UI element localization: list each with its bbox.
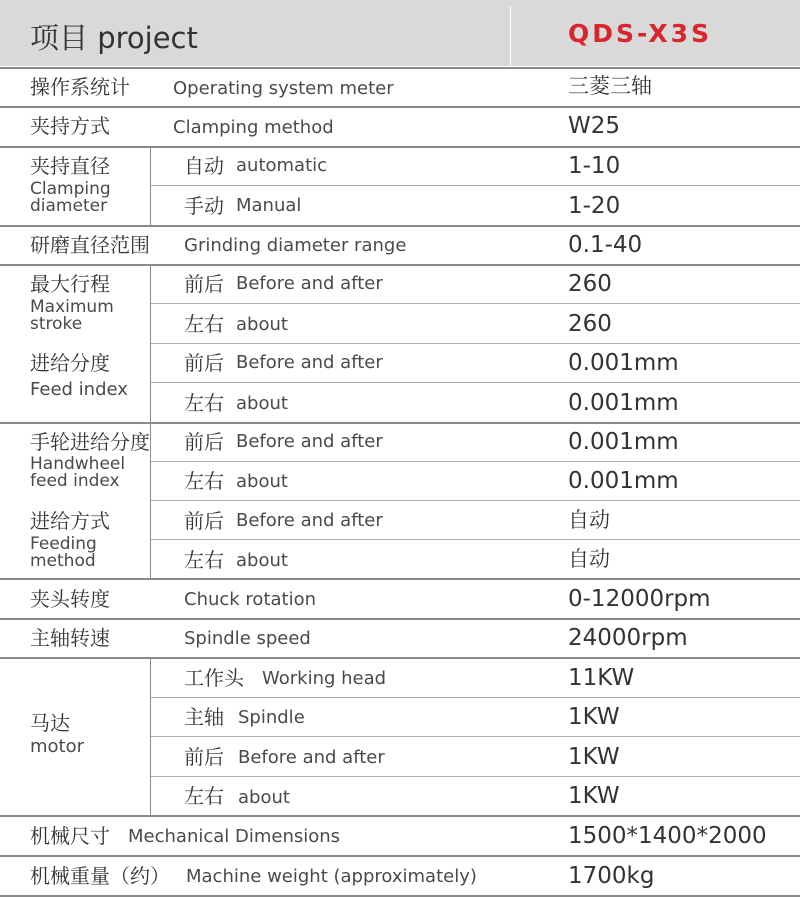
label-cn: 主轴转速 — [30, 626, 110, 650]
label-cn: 夹头转度 — [30, 587, 110, 611]
label-en: Machine weight (approximately) — [186, 866, 477, 887]
group-divider — [150, 422, 151, 578]
group-label-cn: 夹持直径 — [30, 154, 110, 178]
sub-label-en: Spindle — [238, 707, 305, 728]
label-cn: 研磨直径范围 — [30, 233, 150, 257]
sub-row-divider — [150, 382, 800, 383]
row-divider — [0, 106, 800, 108]
sub-row-divider — [150, 343, 800, 344]
group-divider — [150, 264, 151, 422]
value-spindle-speed: 24000rpm — [568, 625, 688, 651]
row-divider — [0, 618, 800, 620]
value-dimensions: 1500*1400*2000 — [568, 823, 767, 849]
row-divider — [0, 855, 800, 857]
group-divider — [150, 146, 151, 225]
header-title: 项目 project — [30, 21, 198, 55]
value-clamp-manual: 1-20 — [568, 193, 621, 219]
sub-label-en: automatic — [236, 155, 328, 176]
value-feed-fb: 0.001mm — [568, 350, 679, 376]
sub-label-cn: 工作头 — [184, 666, 244, 690]
sub-label-en: Working head — [262, 668, 387, 689]
label-cn: 夹持方式 — [30, 114, 110, 138]
group-label-cn: 进给方式 — [30, 509, 110, 533]
sub-row-divider — [150, 697, 800, 698]
row-divider — [0, 578, 800, 580]
value-motor-fb: 1KW — [568, 744, 620, 770]
header-divider — [510, 6, 511, 66]
group-label-en: Maximum — [30, 297, 114, 317]
sub-label-cn: 主轴 — [184, 705, 224, 729]
row-divider — [0, 815, 800, 817]
sub-label-en: Before and after — [236, 510, 383, 531]
sub-label-en: about — [236, 314, 288, 335]
sub-row-divider — [150, 736, 800, 737]
value-clamping-method: W25 — [568, 113, 621, 139]
row-divider — [0, 422, 800, 424]
value-feed-lr: 0.001mm — [568, 390, 679, 416]
value-chuck-rotation: 0-12000rpm — [568, 586, 711, 612]
sub-row-divider — [150, 185, 800, 186]
group-label-en: Feeding — [30, 534, 97, 554]
label-en: Clamping method — [173, 117, 334, 138]
row-divider — [0, 264, 800, 266]
sub-label-cn: 自动 — [184, 154, 224, 178]
label-en: Spindle speed — [184, 628, 311, 649]
sub-label-cn: 前后 — [184, 745, 224, 769]
sub-label-en: about — [236, 471, 288, 492]
value-stroke-lr: 260 — [568, 311, 612, 337]
sub-label-en: Before and after — [238, 747, 385, 768]
row-divider — [0, 225, 800, 227]
value-handwheel-fb: 0.001mm — [568, 429, 679, 455]
group-divider — [150, 657, 151, 815]
group-label-en: method — [30, 551, 96, 571]
label-en: Grinding diameter range — [184, 235, 407, 256]
value-grinding-range: 0.1-40 — [568, 232, 643, 258]
label-cn: 操作系统计 — [30, 75, 130, 99]
sub-label-cn: 左右 — [184, 469, 224, 493]
row-divider — [0, 895, 800, 897]
sub-label-en: about — [236, 550, 288, 571]
sub-label-cn: 前后 — [184, 509, 224, 533]
value-operating-system: 三菱三轴 — [568, 74, 652, 98]
label-en: Chuck rotation — [184, 589, 317, 610]
group-label-en: diameter — [30, 196, 108, 216]
group-label-cn: 进给分度 — [30, 351, 110, 375]
sub-label-en: Before and after — [236, 352, 383, 373]
group-label-cn: 手轮进给分度 — [30, 430, 150, 454]
group-label-en: feed index — [30, 471, 120, 491]
sub-label-cn: 左右 — [184, 312, 224, 336]
sub-row-divider — [150, 303, 800, 304]
table-header — [0, 0, 800, 66]
sub-label-cn: 手动 — [184, 194, 224, 218]
value-weight: 1700kg — [568, 863, 655, 889]
sub-row-divider — [150, 539, 800, 540]
sub-label-cn: 左右 — [184, 391, 224, 415]
sub-row-divider — [150, 461, 800, 462]
sub-row-divider — [150, 776, 800, 777]
value-motor-spindle: 1KW — [568, 704, 620, 730]
sub-label-cn: 前后 — [184, 430, 224, 454]
group-label-cn: 马达 — [30, 711, 70, 735]
sub-label-en: Manual — [236, 195, 302, 216]
sub-label-en: about — [238, 787, 290, 808]
value-clamp-auto: 1-10 — [568, 153, 621, 179]
sub-label-cn: 左右 — [184, 784, 224, 808]
sub-row-divider — [150, 500, 800, 501]
value-motor-lr: 1KW — [568, 783, 620, 809]
model-number: QDS-X3S — [568, 19, 713, 48]
label-cn: 机械尺寸 — [30, 824, 110, 848]
group-label-en: Clamping — [30, 179, 111, 199]
row-divider — [0, 67, 800, 69]
value-handwheel-lr: 0.001mm — [568, 468, 679, 494]
sub-label-cn: 左右 — [184, 548, 224, 572]
sub-label-en: Before and after — [236, 273, 383, 294]
sub-label-cn: 前后 — [184, 351, 224, 375]
label-cn: 机械重量（约） — [30, 864, 170, 888]
sub-label-en: Before and after — [236, 431, 383, 452]
value-feeding-fb: 自动 — [568, 508, 610, 532]
value-motor-head: 11KW — [568, 665, 635, 691]
group-label-en: stroke — [30, 314, 83, 334]
sub-label-en: about — [236, 393, 288, 414]
group-label-en: Handwheel — [30, 454, 126, 474]
label-en: Operating system meter — [173, 78, 394, 99]
label-en: Mechanical Dimensions — [128, 826, 341, 847]
group-label-en: Feed index — [30, 379, 128, 400]
value-stroke-fb: 260 — [568, 271, 612, 297]
row-divider — [0, 146, 800, 148]
group-label-cn: 最大行程 — [30, 272, 110, 296]
value-feeding-lr: 自动 — [568, 547, 610, 571]
row-divider — [0, 657, 800, 659]
group-label-en: motor — [30, 736, 85, 757]
sub-label-cn: 前后 — [184, 272, 224, 296]
